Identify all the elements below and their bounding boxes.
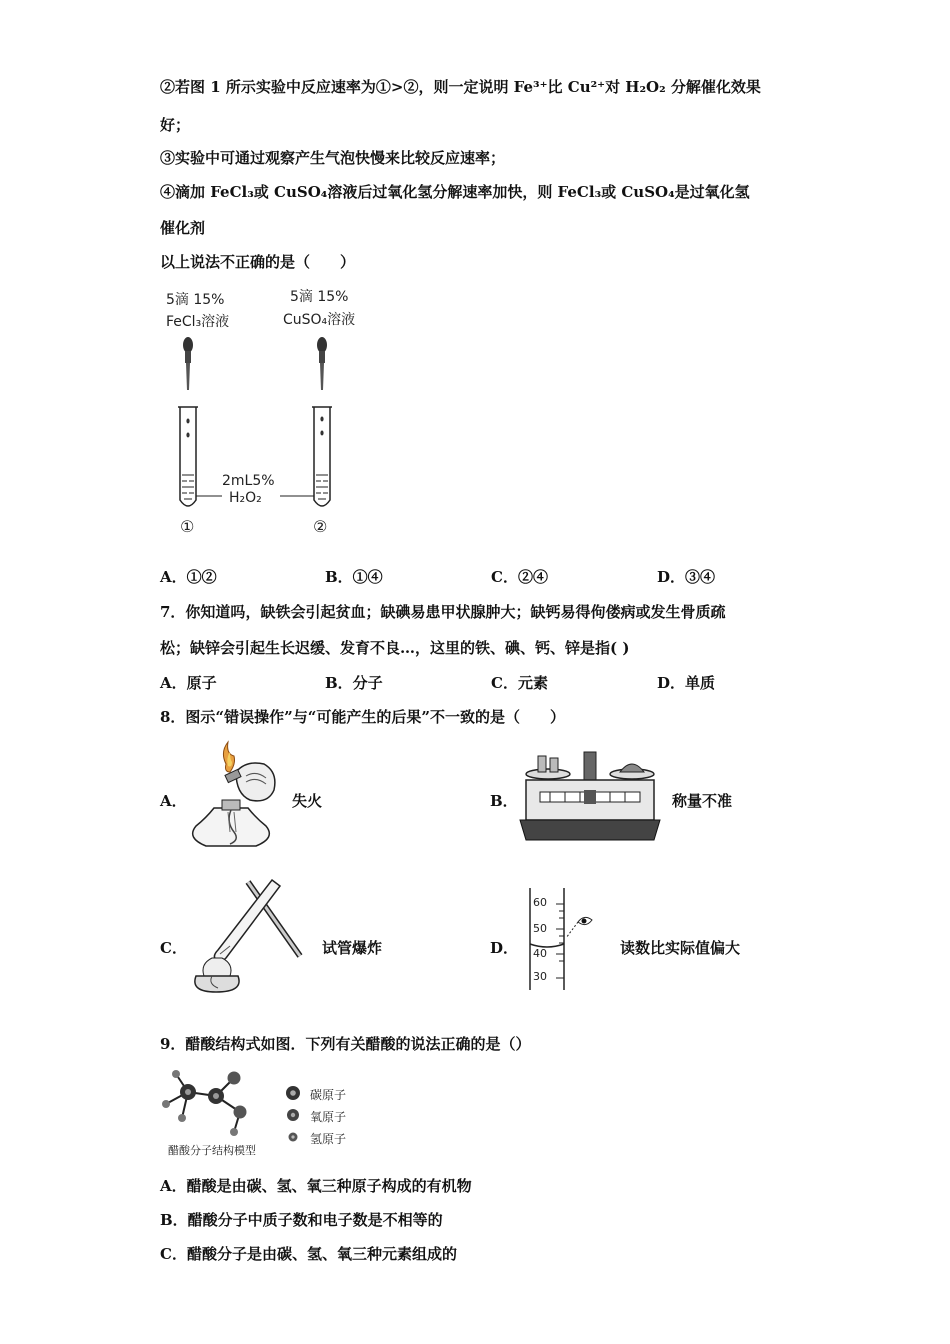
molecule-model-caption: 醋酸分子结构模型 bbox=[168, 1144, 256, 1157]
test-tube-figure bbox=[170, 335, 350, 515]
cylinder-tick-40: 40 bbox=[533, 947, 547, 960]
legend-oxygen-label: 氧原子 bbox=[310, 1110, 347, 1124]
q9-text: 9．醋酸结构式如图．下列有关醋酸的说法正确的是（） bbox=[160, 1035, 531, 1053]
heating-test-tube-icon bbox=[190, 876, 310, 994]
q8-option-a-letter[interactable]: A． bbox=[160, 792, 187, 810]
q7-option-a[interactable]: A．原子 bbox=[160, 674, 217, 692]
q9-option-b[interactable]: B．醋酸分子中质子数和电子数是不相等的 bbox=[160, 1211, 443, 1229]
q6-statement-3: ③实验中可通过观察产生气泡快慢来比较反应速率； bbox=[160, 149, 506, 167]
tube-1-label: ① bbox=[180, 517, 195, 536]
tube-2-label: ② bbox=[313, 517, 328, 536]
q8-option-d-letter[interactable]: D． bbox=[490, 939, 519, 957]
q8-text: 8．图示“错误操作”与“可能产生的后果”不一致的是（ ） bbox=[160, 708, 565, 726]
cylinder-tick-30: 30 bbox=[533, 970, 547, 983]
h2o2-volume-label: 2mL5% bbox=[222, 473, 275, 489]
fecl3-drop-label: 5滴 15% bbox=[166, 292, 225, 308]
q8-option-c-letter[interactable]: C． bbox=[160, 939, 187, 957]
balance-scale-icon bbox=[520, 752, 660, 844]
oxygen-atom-1 bbox=[228, 1072, 241, 1085]
cuso4-solution-label: CuSO₄溶液 bbox=[283, 312, 356, 328]
atom-legend-icons bbox=[284, 1084, 304, 1150]
legend-carbon-label: 碳原子 bbox=[310, 1088, 347, 1102]
q8-option-b-letter[interactable]: B． bbox=[490, 792, 518, 810]
q7-option-b[interactable]: B．分子 bbox=[325, 674, 383, 692]
q7-option-c[interactable]: C．元素 bbox=[491, 674, 548, 692]
q6-statement-4-cont: 催化剂 bbox=[160, 219, 206, 237]
legend-hydrogen-label: 氢原子 bbox=[310, 1132, 347, 1146]
cylinder-tick-50: 50 bbox=[533, 922, 547, 935]
q6-option-c[interactable]: C．②④ bbox=[491, 568, 548, 586]
q6-option-d[interactable]: D．③④ bbox=[657, 568, 716, 586]
q6-option-b[interactable]: B．①④ bbox=[325, 568, 383, 586]
acetic-acid-molecule-model bbox=[160, 1066, 260, 1142]
dropper-right-icon bbox=[317, 337, 327, 390]
cuso4-drop-label: 5滴 15% bbox=[290, 289, 349, 305]
q7-text: 7．你知道吗，缺铁会引起贫血；缺碘易患甲状腺肿大；缺钙易得佝偻病或发生骨质疏 bbox=[160, 603, 726, 621]
cylinder-tick-60: 60 bbox=[533, 896, 547, 909]
test-tube-left-icon bbox=[178, 407, 198, 506]
alcohol-lamp-lighting-icon bbox=[186, 742, 286, 850]
q8-option-a-result: 失火 bbox=[292, 792, 323, 810]
q6-question: 以上说法不正确的是（ ） bbox=[160, 253, 356, 271]
test-tube-right-icon bbox=[312, 407, 332, 506]
fecl3-solution-label: FeCl₃溶液 bbox=[166, 314, 230, 330]
h2o2-label: H₂O₂ bbox=[229, 490, 262, 506]
q7-text-cont: 松；缺锌会引起生长迟缓、发育不良…，这里的铁、碘、钙、锌是指( ) bbox=[160, 639, 630, 657]
q8-option-d-result: 读数比实际值偏大 bbox=[620, 939, 741, 957]
q6-statement-2-cont: 好； bbox=[160, 116, 191, 134]
q9-option-a[interactable]: A．醋酸是由碳、氢、氧三种原子构成的有机物 bbox=[160, 1177, 472, 1195]
q8-option-b-result: 称量不准 bbox=[672, 792, 733, 810]
q9-option-c[interactable]: C．醋酸分子是由碳、氢、氧三种元素组成的 bbox=[160, 1245, 457, 1263]
q8-option-c-result: 试管爆炸 bbox=[322, 939, 383, 957]
dropper-left-icon bbox=[183, 337, 193, 390]
q7-option-d[interactable]: D．单质 bbox=[657, 674, 716, 692]
q6-statement-4: ④滴加 FeCl₃或 CuSO₄溶液后过氧化氢分解速率加快，则 FeCl₃或 CuSO₄是过氧化氢 bbox=[160, 183, 750, 201]
q6-option-a[interactable]: A．①② bbox=[160, 568, 217, 586]
oxygen-atom-2 bbox=[234, 1106, 247, 1119]
q6-statement-2: ②若图 1 所示实验中反应速率为①>②，则一定说明 Fe³⁺比 Cu²⁺对 H₂O₂ 分解催化效果 bbox=[160, 78, 761, 96]
